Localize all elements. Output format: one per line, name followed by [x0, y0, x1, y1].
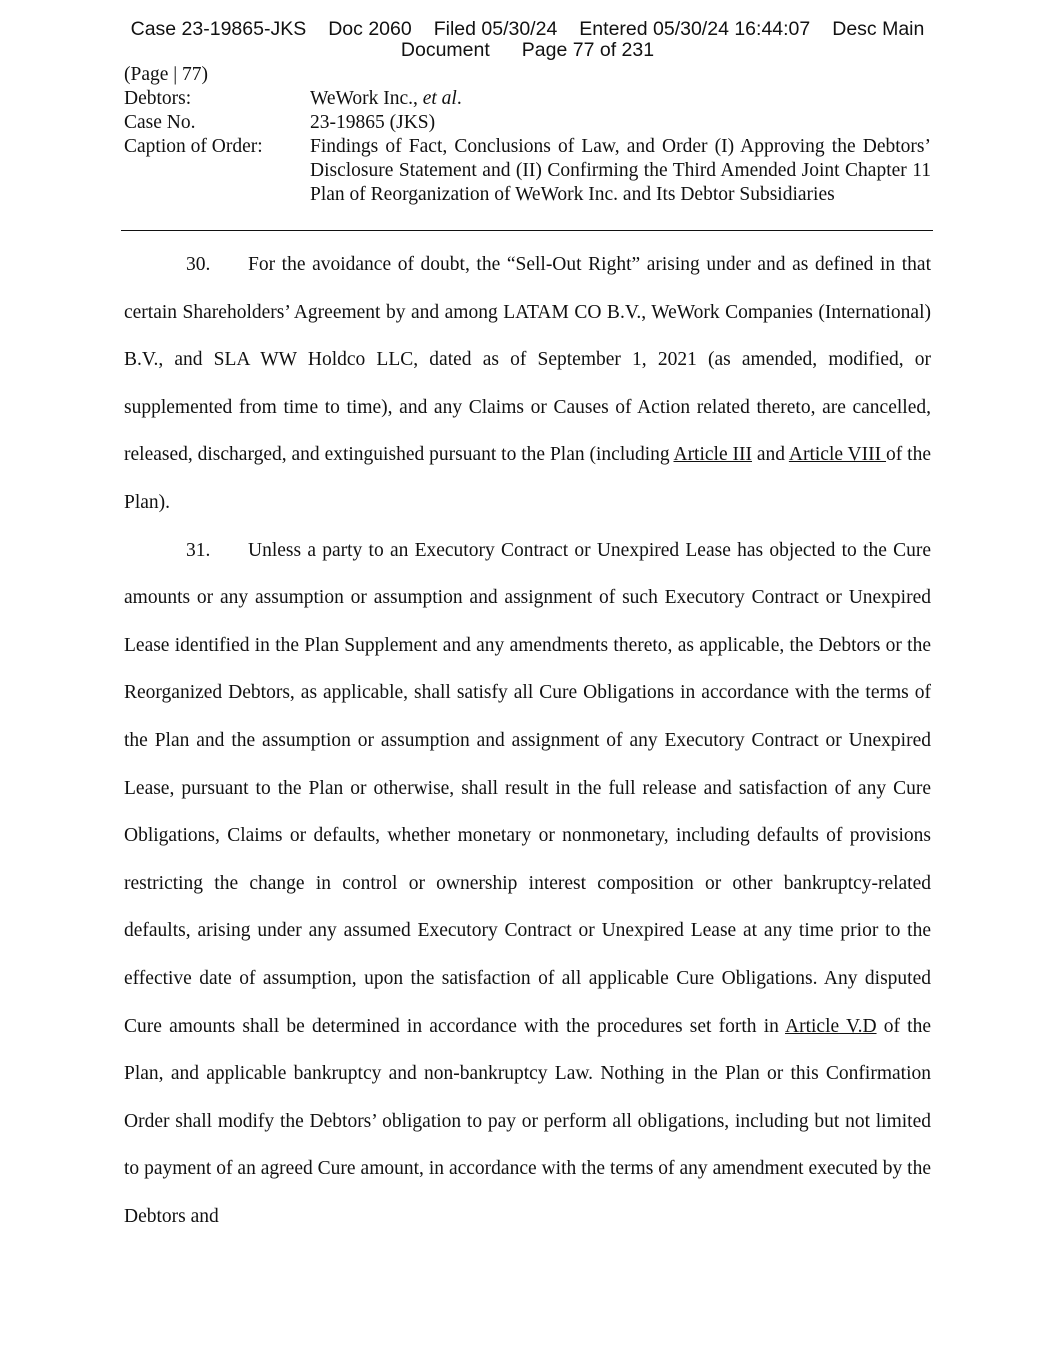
caption-page-ref: (Page | 77)	[124, 64, 209, 85]
debtors-period: .	[456, 88, 462, 109]
paragraph-31	[124, 527, 931, 1241]
paragraph-30	[124, 241, 931, 527]
order-caption	[124, 63, 931, 207]
caption-case-value: 23-19865 (JKS)	[310, 112, 436, 133]
caption-debtors-label: Debtors:	[124, 88, 192, 109]
caption-order-row	[124, 135, 931, 207]
article-v-d-reference: Article V.D	[785, 1015, 877, 1037]
stamp-entered-date: Entered 05/30/24 16:44:07	[579, 18, 811, 40]
stamp-line-1	[0, 19, 1055, 40]
stamp-description: Desc Main	[832, 18, 925, 40]
stamp-page-count: Page 77 of 231	[521, 39, 655, 61]
debtors-et-al: et al	[422, 88, 457, 109]
paragraph-text: and	[752, 444, 789, 466]
paragraph-text: of the Plan, and applicable bankruptcy and non-bankruptcy Law. Nothing in the Plan or this Confirmation Order shall modify the Debtors’ obligation to pay or perform all obligations, including but not limited to payment of an agreed Cure amount, in accordance with the terms of any amendment executed by the Debtors and	[124, 1015, 931, 1227]
caption-case-row	[124, 111, 931, 135]
article-viii-reference: Article VIII	[788, 444, 887, 466]
article-iii-reference: Article III	[673, 444, 752, 466]
caption-debtors-row	[124, 87, 931, 111]
debtors-name: WeWork Inc.,	[310, 88, 423, 109]
stamp-filed-date: Filed 05/30/24	[433, 18, 558, 40]
stamp-document-label: Document	[400, 39, 490, 61]
paragraph-number: 30.	[186, 254, 211, 275]
order-body	[124, 241, 931, 1240]
caption-page-row	[124, 63, 931, 87]
stamp-doc-number: Doc 2060	[328, 18, 412, 40]
stamp-case-number: Case 23-19865-JKS	[130, 18, 307, 40]
paragraph-text: Unless a party to an Executory Contract or Unexpired Lease has objected to the Cure amounts or any assumption or assumption and assignment of such Executory Contract or Unexpired Lease identified in the Plan Supplement and any amendments thereto, as applicable, the Debtors or the Reorganized Debtors, as applicable, shall satisfy all Cure Obligations in accordance with the terms of the Plan and the assumption or assumption and assignment of any Executory Contract or Unexpired Lease, pursuant to the Plan or otherwise, shall result in the full release and satisfaction of any Cure Obligations, Claims or defaults, whether monetary or nonmonetary, including defaults of provisions restricting the change in control or ownership interest composition or other bankruptcy-related defaults, arising under any assumed Executory Contract or Unexpired Lease at any time prior to the effective date of assumption, upon the satisfaction of all applicable Cure Obligations. Any disputed Cure amounts shall be determined in accordance with the procedures set forth in	[124, 539, 931, 1037]
paragraph-text: of the Plan).	[124, 444, 931, 513]
caption-order-title: Findings of Fact, Conclusions of Law, and Order (I) Approving the Debtors’ Disclosure Statement and (II) Confirming the Third Amended Joint Chapter 11 Plan of Reorganization of WeWork Inc. and Its Debtor Subsidiaries	[310, 136, 931, 205]
court-filing-stamp	[0, 19, 1055, 61]
caption-debtors-value	[310, 87, 931, 111]
paragraph-text: For the avoidance of doubt, the “Sell-Out Right” arising under and as defined in that certain Shareholders’ Agreement by and among LATAM CO B.V., WeWork Companies (International) B.V., and SLA WW Holdco LLC, dated as of September 1, 2021 (as amended, modified, or supplemented from time to time), and any Claims or Causes of Action related thereto, are cancelled, released, discharged, and extinguished pursuant to the Plan (including	[124, 254, 931, 466]
caption-case-label: Case No.	[124, 112, 196, 133]
caption-divider	[121, 230, 933, 231]
caption-order-label: Caption of Order:	[124, 136, 263, 157]
paragraph-number: 31.	[186, 539, 211, 561]
stamp-line-2	[0, 40, 1055, 61]
